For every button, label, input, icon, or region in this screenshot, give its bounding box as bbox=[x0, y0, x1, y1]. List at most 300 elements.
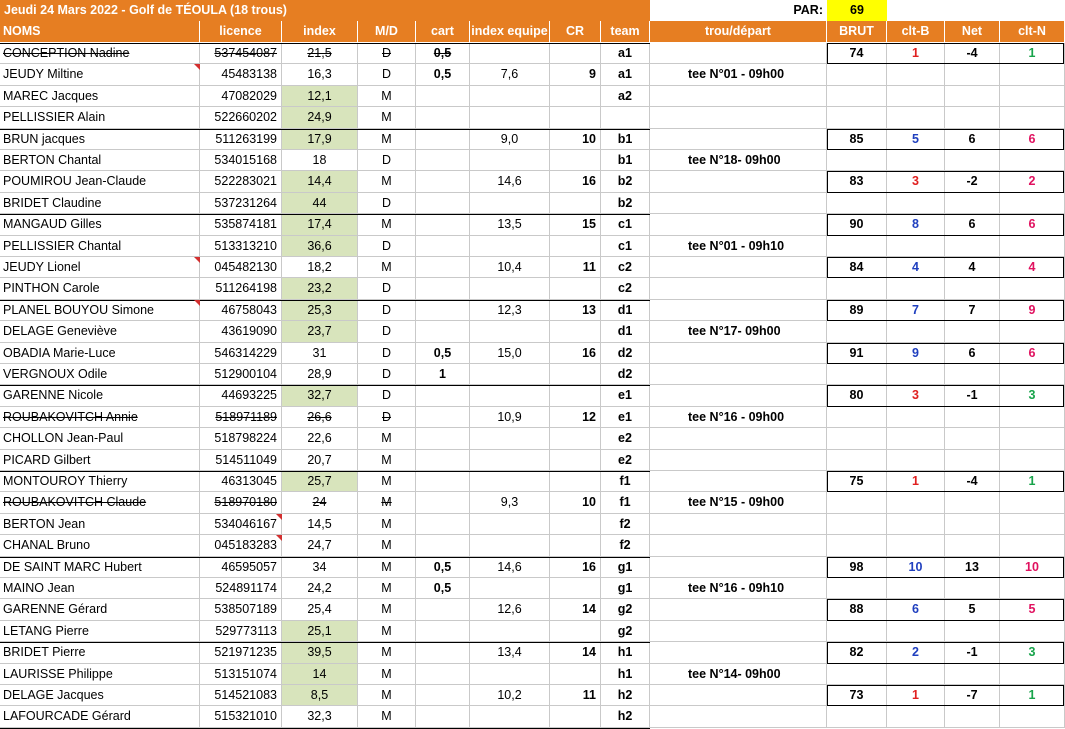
cell-net[interactable] bbox=[945, 150, 1000, 171]
cell-index[interactable]: 24,2 bbox=[282, 578, 358, 599]
cell-tee[interactable] bbox=[650, 193, 827, 214]
cell-tee[interactable] bbox=[650, 642, 827, 663]
cell-index[interactable]: 18 bbox=[282, 150, 358, 171]
column-header-ieq[interactable]: index equipe bbox=[470, 21, 550, 42]
cell-net[interactable] bbox=[945, 364, 1000, 385]
cell-index[interactable]: 18,2 bbox=[282, 257, 358, 278]
cell-name[interactable]: CONCEPTION Nadine bbox=[0, 43, 200, 64]
cell-name[interactable]: PINTHON Carole bbox=[0, 278, 200, 299]
cell-tee[interactable] bbox=[650, 535, 827, 556]
cell-md[interactable]: D bbox=[358, 64, 416, 85]
cell-team[interactable]: e1 bbox=[601, 407, 650, 428]
cell-index[interactable]: 28,9 bbox=[282, 364, 358, 385]
cell-licence[interactable]: 518971189 bbox=[200, 407, 282, 428]
cell-index[interactable]: 14,4 bbox=[282, 171, 358, 192]
cell-cr[interactable] bbox=[550, 535, 601, 556]
cell-cltn[interactable] bbox=[1000, 364, 1065, 385]
cell-net[interactable]: 13 bbox=[945, 557, 1000, 578]
cell-cr[interactable]: 11 bbox=[550, 257, 601, 278]
cell-md[interactable]: M bbox=[358, 706, 416, 727]
cell-index[interactable]: 25,3 bbox=[282, 300, 358, 321]
cell-ieq[interactable] bbox=[470, 278, 550, 299]
cell-index[interactable]: 20,7 bbox=[282, 450, 358, 471]
cell-ieq[interactable] bbox=[470, 321, 550, 342]
cell-ieq[interactable]: 15,0 bbox=[470, 343, 550, 364]
cell-index[interactable]: 25,4 bbox=[282, 599, 358, 620]
cell-ieq[interactable]: 9,3 bbox=[470, 492, 550, 513]
cell-licence[interactable]: 535874181 bbox=[200, 214, 282, 235]
cell-ieq[interactable] bbox=[470, 107, 550, 128]
column-header-team[interactable]: team bbox=[601, 21, 650, 42]
cell-team[interactable]: c1 bbox=[601, 236, 650, 257]
cell-cltb[interactable]: 6 bbox=[887, 599, 945, 620]
cell-md[interactable]: D bbox=[358, 364, 416, 385]
cell-tee[interactable] bbox=[650, 706, 827, 727]
cell-index[interactable]: 21,5 bbox=[282, 43, 358, 64]
cell-tee[interactable]: tee N°01 - 09h10 bbox=[650, 236, 827, 257]
cell-name[interactable]: BERTON Jean bbox=[0, 514, 200, 535]
cell-name[interactable]: DELAGE Geneviève bbox=[0, 321, 200, 342]
cell-cr[interactable] bbox=[550, 236, 601, 257]
cell-name[interactable]: PELLISSIER Chantal bbox=[0, 236, 200, 257]
cell-tee[interactable]: tee N°18- 09h00 bbox=[650, 150, 827, 171]
cell-index[interactable]: 23,7 bbox=[282, 321, 358, 342]
cell-cltn[interactable]: 6 bbox=[1000, 214, 1065, 235]
comment-indicator-icon[interactable] bbox=[194, 257, 200, 263]
cell-cltb[interactable] bbox=[887, 428, 945, 449]
cell-cart[interactable] bbox=[416, 664, 470, 685]
comment-indicator-icon[interactable] bbox=[194, 300, 200, 306]
cell-team[interactable]: h1 bbox=[601, 664, 650, 685]
cell-net[interactable] bbox=[945, 535, 1000, 556]
cell-cltn[interactable]: 3 bbox=[1000, 385, 1065, 406]
cell-team[interactable]: h2 bbox=[601, 706, 650, 727]
cell-md[interactable]: M bbox=[358, 599, 416, 620]
cell-cr[interactable] bbox=[550, 428, 601, 449]
cell-brut[interactable]: 82 bbox=[827, 642, 887, 663]
cell-index[interactable]: 17,4 bbox=[282, 214, 358, 235]
cell-cltb[interactable]: 1 bbox=[887, 685, 945, 706]
cell-name[interactable]: GARENNE Gérard bbox=[0, 599, 200, 620]
cell-md[interactable]: M bbox=[358, 428, 416, 449]
cell-cr[interactable]: 15 bbox=[550, 214, 601, 235]
cell-cltb[interactable] bbox=[887, 278, 945, 299]
cell-ieq[interactable] bbox=[470, 621, 550, 642]
cell-cltn[interactable] bbox=[1000, 492, 1065, 513]
column-header-tee[interactable]: trou/départ bbox=[650, 21, 827, 42]
cell-cltn[interactable] bbox=[1000, 535, 1065, 556]
cell-team[interactable]: c2 bbox=[601, 278, 650, 299]
cell-net[interactable] bbox=[945, 278, 1000, 299]
cell-md[interactable]: D bbox=[358, 236, 416, 257]
cell-licence[interactable]: 538507189 bbox=[200, 599, 282, 620]
cell-brut[interactable] bbox=[827, 535, 887, 556]
cell-md[interactable]: D bbox=[358, 343, 416, 364]
cell-tee[interactable] bbox=[650, 364, 827, 385]
cell-tee[interactable] bbox=[650, 107, 827, 128]
cell-net[interactable] bbox=[945, 621, 1000, 642]
cell-tee[interactable] bbox=[650, 257, 827, 278]
cell-cr[interactable] bbox=[550, 664, 601, 685]
cell-licence[interactable]: 511264198 bbox=[200, 278, 282, 299]
cell-tee[interactable] bbox=[650, 129, 827, 150]
cell-team[interactable]: f1 bbox=[601, 471, 650, 492]
cell-cltb[interactable] bbox=[887, 492, 945, 513]
cell-cr[interactable]: 16 bbox=[550, 343, 601, 364]
cell-tee[interactable] bbox=[650, 599, 827, 620]
cell-brut[interactable] bbox=[827, 150, 887, 171]
cell-licence[interactable]: 518798224 bbox=[200, 428, 282, 449]
cell-net[interactable]: 6 bbox=[945, 129, 1000, 150]
comment-indicator-icon[interactable] bbox=[194, 64, 200, 70]
cell-ieq[interactable] bbox=[470, 193, 550, 214]
cell-ieq[interactable]: 10,2 bbox=[470, 685, 550, 706]
cell-index[interactable]: 39,5 bbox=[282, 642, 358, 663]
cell-cart[interactable] bbox=[416, 171, 470, 192]
par-label[interactable]: PAR: bbox=[793, 3, 823, 17]
comment-indicator-icon[interactable] bbox=[276, 535, 282, 541]
cell-cart[interactable] bbox=[416, 107, 470, 128]
cell-cart[interactable] bbox=[416, 321, 470, 342]
cell-team[interactable]: a1 bbox=[601, 43, 650, 64]
cell-cr[interactable]: 14 bbox=[550, 599, 601, 620]
cell-net[interactable] bbox=[945, 578, 1000, 599]
cell-brut[interactable] bbox=[827, 450, 887, 471]
cell-cltn[interactable]: 1 bbox=[1000, 43, 1065, 64]
cell-index[interactable]: 26,6 bbox=[282, 407, 358, 428]
column-header-cart[interactable]: cart bbox=[416, 21, 470, 42]
cell-brut[interactable]: 85 bbox=[827, 129, 887, 150]
cell-cltn[interactable] bbox=[1000, 150, 1065, 171]
cell-cltn[interactable] bbox=[1000, 578, 1065, 599]
column-header-cltb[interactable]: clt-B bbox=[887, 21, 945, 42]
cell-cltb[interactable] bbox=[887, 535, 945, 556]
cell-brut[interactable] bbox=[827, 107, 887, 128]
cell-cr[interactable]: 12 bbox=[550, 407, 601, 428]
cell-cltb[interactable]: 8 bbox=[887, 214, 945, 235]
cell-cart[interactable] bbox=[416, 642, 470, 663]
cell-licence[interactable]: 522660202 bbox=[200, 107, 282, 128]
cell-cltn[interactable]: 6 bbox=[1000, 343, 1065, 364]
cell-name[interactable]: PICARD Gilbert bbox=[0, 450, 200, 471]
cell-licence[interactable]: 534015168 bbox=[200, 150, 282, 171]
cell-ieq[interactable] bbox=[470, 86, 550, 107]
cell-md[interactable]: M bbox=[358, 171, 416, 192]
cell-name[interactable]: ROUBAKOVITCH Claude bbox=[0, 492, 200, 513]
cell-cart[interactable] bbox=[416, 86, 470, 107]
cell-ieq[interactable] bbox=[470, 450, 550, 471]
cell-cr[interactable] bbox=[550, 706, 601, 727]
column-header-licence[interactable]: licence bbox=[200, 21, 282, 42]
cell-team[interactable]: b2 bbox=[601, 193, 650, 214]
cell-md[interactable]: M bbox=[358, 578, 416, 599]
cell-cltb[interactable] bbox=[887, 578, 945, 599]
cell-index[interactable]: 14,5 bbox=[282, 514, 358, 535]
cell-ieq[interactable]: 10,4 bbox=[470, 257, 550, 278]
cell-tee[interactable] bbox=[650, 86, 827, 107]
cell-index[interactable]: 25,7 bbox=[282, 471, 358, 492]
cell-index[interactable]: 25,1 bbox=[282, 621, 358, 642]
cell-team[interactable]: d2 bbox=[601, 364, 650, 385]
cell-cart[interactable] bbox=[416, 407, 470, 428]
cell-team[interactable]: g1 bbox=[601, 578, 650, 599]
cell-md[interactable]: M bbox=[358, 535, 416, 556]
cell-cr[interactable] bbox=[550, 450, 601, 471]
cell-name[interactable]: DE SAINT MARC Hubert bbox=[0, 557, 200, 578]
column-header-cr[interactable]: CR bbox=[550, 21, 601, 42]
cell-cr[interactable] bbox=[550, 86, 601, 107]
cell-tee[interactable] bbox=[650, 343, 827, 364]
cell-cltn[interactable]: 9 bbox=[1000, 300, 1065, 321]
cell-cart[interactable] bbox=[416, 514, 470, 535]
cell-brut[interactable] bbox=[827, 706, 887, 727]
cell-cltn[interactable]: 5 bbox=[1000, 599, 1065, 620]
cell-cr[interactable] bbox=[550, 193, 601, 214]
cell-index[interactable]: 24,7 bbox=[282, 535, 358, 556]
cell-brut[interactable]: 90 bbox=[827, 214, 887, 235]
cell-cr[interactable]: 9 bbox=[550, 64, 601, 85]
cell-cart[interactable] bbox=[416, 300, 470, 321]
cell-cltb[interactable] bbox=[887, 64, 945, 85]
cell-cltn[interactable]: 6 bbox=[1000, 129, 1065, 150]
cell-net[interactable]: 7 bbox=[945, 300, 1000, 321]
cell-team[interactable] bbox=[601, 107, 650, 128]
cell-net[interactable] bbox=[945, 514, 1000, 535]
sheet-title[interactable]: Jeudi 24 Mars 2022 - Golf de TÉOULA (18 trous) bbox=[0, 0, 650, 21]
cell-cart[interactable] bbox=[416, 685, 470, 706]
cell-licence[interactable]: 537454087 bbox=[200, 43, 282, 64]
cell-net[interactable]: -7 bbox=[945, 685, 1000, 706]
cell-cltn[interactable] bbox=[1000, 450, 1065, 471]
cell-licence[interactable]: 46758043 bbox=[200, 300, 282, 321]
cell-cr[interactable] bbox=[550, 385, 601, 406]
cell-cart[interactable] bbox=[416, 428, 470, 449]
cell-cltn[interactable] bbox=[1000, 428, 1065, 449]
cell-team[interactable]: g1 bbox=[601, 557, 650, 578]
cell-tee[interactable] bbox=[650, 278, 827, 299]
cell-cltb[interactable]: 10 bbox=[887, 557, 945, 578]
cell-cart[interactable]: 0,5 bbox=[416, 578, 470, 599]
cell-net[interactable] bbox=[945, 107, 1000, 128]
cell-cltb[interactable]: 2 bbox=[887, 642, 945, 663]
cell-ieq[interactable] bbox=[470, 43, 550, 64]
cell-team[interactable]: b1 bbox=[601, 129, 650, 150]
cell-name[interactable]: LAFOURCADE Gérard bbox=[0, 706, 200, 727]
cell-cltb[interactable] bbox=[887, 621, 945, 642]
cell-name[interactable]: DELAGE Jacques bbox=[0, 685, 200, 706]
cell-cltn[interactable] bbox=[1000, 86, 1065, 107]
cell-cart[interactable] bbox=[416, 385, 470, 406]
cell-md[interactable]: D bbox=[358, 193, 416, 214]
cell-cltb[interactable] bbox=[887, 706, 945, 727]
cell-cart[interactable] bbox=[416, 471, 470, 492]
cell-index[interactable]: 44 bbox=[282, 193, 358, 214]
cell-ieq[interactable]: 12,3 bbox=[470, 300, 550, 321]
cell-ieq[interactable] bbox=[470, 706, 550, 727]
cell-index[interactable]: 23,2 bbox=[282, 278, 358, 299]
cell-index[interactable]: 12,1 bbox=[282, 86, 358, 107]
cell-cr[interactable] bbox=[550, 364, 601, 385]
cell-cart[interactable] bbox=[416, 450, 470, 471]
cell-cr[interactable] bbox=[550, 43, 601, 64]
cell-tee[interactable] bbox=[650, 214, 827, 235]
cell-cltb[interactable]: 5 bbox=[887, 129, 945, 150]
cell-tee[interactable]: tee N°17- 09h00 bbox=[650, 321, 827, 342]
cell-ieq[interactable]: 14,6 bbox=[470, 171, 550, 192]
cell-cart[interactable] bbox=[416, 535, 470, 556]
cell-name[interactable]: PELLISSIER Alain bbox=[0, 107, 200, 128]
cell-cltn[interactable] bbox=[1000, 236, 1065, 257]
cell-brut[interactable] bbox=[827, 278, 887, 299]
cell-ieq[interactable] bbox=[470, 150, 550, 171]
cell-md[interactable]: M bbox=[358, 685, 416, 706]
cell-net[interactable]: -4 bbox=[945, 43, 1000, 64]
cell-licence[interactable]: 511263199 bbox=[200, 129, 282, 150]
cell-brut[interactable] bbox=[827, 86, 887, 107]
cell-licence[interactable]: 513313210 bbox=[200, 236, 282, 257]
cell-net[interactable] bbox=[945, 428, 1000, 449]
cell-md[interactable]: D bbox=[358, 321, 416, 342]
cell-ieq[interactable] bbox=[470, 471, 550, 492]
cell-index[interactable]: 32,7 bbox=[282, 385, 358, 406]
cell-tee[interactable]: tee N°15 - 09h00 bbox=[650, 492, 827, 513]
cell-md[interactable]: M bbox=[358, 642, 416, 663]
cell-name[interactable]: POUMIROU Jean-Claude bbox=[0, 171, 200, 192]
cell-ieq[interactable] bbox=[470, 535, 550, 556]
column-header-md[interactable]: M/D bbox=[358, 21, 416, 42]
par-value[interactable]: 69 bbox=[827, 0, 887, 21]
comment-indicator-icon[interactable] bbox=[276, 514, 282, 520]
cell-licence[interactable]: 47082029 bbox=[200, 86, 282, 107]
cell-cart[interactable]: 0,5 bbox=[416, 343, 470, 364]
cell-md[interactable]: M bbox=[358, 214, 416, 235]
cell-licence[interactable]: 514511049 bbox=[200, 450, 282, 471]
cell-name[interactable]: ROUBAKOVITCH Annie bbox=[0, 407, 200, 428]
cell-licence[interactable]: 534046167 bbox=[200, 514, 282, 535]
cell-licence[interactable]: 44693225 bbox=[200, 385, 282, 406]
cell-net[interactable] bbox=[945, 321, 1000, 342]
cell-licence[interactable]: 45483138 bbox=[200, 64, 282, 85]
cell-cltn[interactable] bbox=[1000, 514, 1065, 535]
cell-cltn[interactable] bbox=[1000, 664, 1065, 685]
cell-cr[interactable]: 10 bbox=[550, 129, 601, 150]
cell-name[interactable]: PLANEL BOUYOU Simone bbox=[0, 300, 200, 321]
cell-brut[interactable] bbox=[827, 64, 887, 85]
cell-md[interactable]: M bbox=[358, 257, 416, 278]
cell-tee[interactable] bbox=[650, 385, 827, 406]
cell-brut[interactable]: 88 bbox=[827, 599, 887, 620]
cell-cr[interactable] bbox=[550, 278, 601, 299]
cell-licence[interactable]: 045482130 bbox=[200, 257, 282, 278]
cell-ieq[interactable] bbox=[470, 364, 550, 385]
cell-md[interactable]: D bbox=[358, 385, 416, 406]
cell-index[interactable]: 16,3 bbox=[282, 64, 358, 85]
cell-cr[interactable]: 14 bbox=[550, 642, 601, 663]
cell-licence[interactable]: 514521083 bbox=[200, 685, 282, 706]
cell-name[interactable]: VERGNOUX Odile bbox=[0, 364, 200, 385]
cell-md[interactable]: M bbox=[358, 557, 416, 578]
cell-cltb[interactable] bbox=[887, 193, 945, 214]
cell-cart[interactable] bbox=[416, 236, 470, 257]
cell-team[interactable]: e1 bbox=[601, 385, 650, 406]
cell-name[interactable]: LETANG Pierre bbox=[0, 621, 200, 642]
column-header-net[interactable]: Net bbox=[945, 21, 1000, 42]
cell-ieq[interactable] bbox=[470, 514, 550, 535]
cell-ieq[interactable] bbox=[470, 664, 550, 685]
cell-licence[interactable]: 515321010 bbox=[200, 706, 282, 727]
cell-brut[interactable] bbox=[827, 621, 887, 642]
cell-name[interactable]: JEUDY Lionel bbox=[0, 257, 200, 278]
cell-cltn[interactable] bbox=[1000, 107, 1065, 128]
cell-name[interactable]: BERTON Chantal bbox=[0, 150, 200, 171]
cell-licence[interactable]: 46595057 bbox=[200, 557, 282, 578]
cell-cart[interactable] bbox=[416, 193, 470, 214]
cell-net[interactable] bbox=[945, 193, 1000, 214]
cell-tee[interactable] bbox=[650, 557, 827, 578]
cell-cltn[interactable]: 1 bbox=[1000, 685, 1065, 706]
cell-index[interactable]: 17,9 bbox=[282, 129, 358, 150]
cell-cltn[interactable]: 3 bbox=[1000, 642, 1065, 663]
cell-md[interactable]: M bbox=[358, 471, 416, 492]
cell-cltn[interactable] bbox=[1000, 621, 1065, 642]
cell-cart[interactable] bbox=[416, 278, 470, 299]
cell-index[interactable]: 24 bbox=[282, 492, 358, 513]
cell-team[interactable]: h2 bbox=[601, 685, 650, 706]
cell-net[interactable]: 6 bbox=[945, 214, 1000, 235]
cell-name[interactable]: CHOLLON Jean-Paul bbox=[0, 428, 200, 449]
cell-name[interactable]: GARENNE Nicole bbox=[0, 385, 200, 406]
cell-brut[interactable]: 74 bbox=[827, 43, 887, 64]
cell-tee[interactable]: tee N°16 - 09h00 bbox=[650, 407, 827, 428]
cell-cltn[interactable]: 2 bbox=[1000, 171, 1065, 192]
cell-name[interactable]: MONTOUROY Thierry bbox=[0, 471, 200, 492]
cell-md[interactable]: M bbox=[358, 129, 416, 150]
cell-index[interactable]: 36,6 bbox=[282, 236, 358, 257]
cell-brut[interactable] bbox=[827, 321, 887, 342]
cell-md[interactable]: M bbox=[358, 621, 416, 642]
cell-brut[interactable] bbox=[827, 236, 887, 257]
cell-cltb[interactable] bbox=[887, 236, 945, 257]
cell-team[interactable]: h1 bbox=[601, 642, 650, 663]
cell-md[interactable]: M bbox=[358, 450, 416, 471]
cell-cart[interactable] bbox=[416, 599, 470, 620]
cell-cltb[interactable] bbox=[887, 107, 945, 128]
cell-team[interactable]: g2 bbox=[601, 621, 650, 642]
cell-cr[interactable]: 13 bbox=[550, 300, 601, 321]
cell-team[interactable]: g2 bbox=[601, 599, 650, 620]
cell-cltb[interactable]: 1 bbox=[887, 43, 945, 64]
cell-cltb[interactable]: 4 bbox=[887, 257, 945, 278]
cell-cart[interactable] bbox=[416, 150, 470, 171]
cell-ieq[interactable]: 14,6 bbox=[470, 557, 550, 578]
column-header-cltn[interactable]: clt-N bbox=[1000, 21, 1065, 42]
cell-net[interactable] bbox=[945, 236, 1000, 257]
cell-name[interactable]: CHANAL Bruno bbox=[0, 535, 200, 556]
cell-licence[interactable]: 546314229 bbox=[200, 343, 282, 364]
cell-brut[interactable]: 75 bbox=[827, 471, 887, 492]
cell-brut[interactable]: 98 bbox=[827, 557, 887, 578]
cell-licence[interactable]: 46313045 bbox=[200, 471, 282, 492]
cell-licence[interactable]: 512900104 bbox=[200, 364, 282, 385]
cell-index[interactable]: 14 bbox=[282, 664, 358, 685]
cell-cltb[interactable]: 7 bbox=[887, 300, 945, 321]
cell-net[interactable] bbox=[945, 450, 1000, 471]
cell-md[interactable]: D bbox=[358, 407, 416, 428]
cell-cltn[interactable] bbox=[1000, 407, 1065, 428]
cell-index[interactable]: 8,5 bbox=[282, 685, 358, 706]
cell-md[interactable]: M bbox=[358, 664, 416, 685]
cell-cart[interactable] bbox=[416, 257, 470, 278]
